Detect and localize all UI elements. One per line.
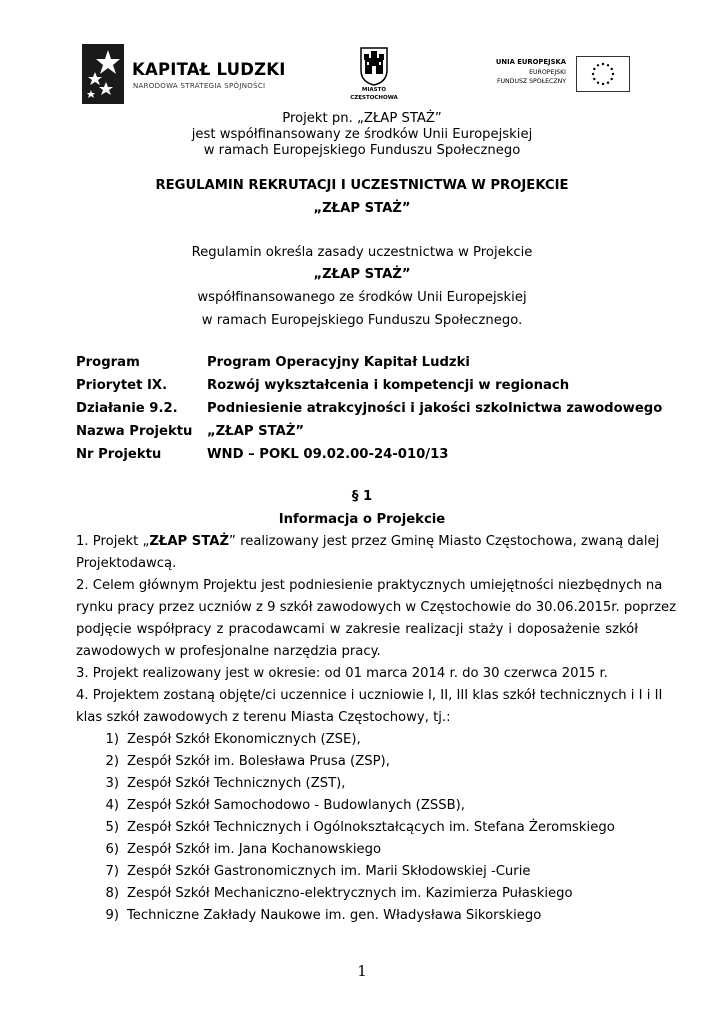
- list-item: [97, 908, 541, 923]
- header-line3: w ramach Europejskiego Funduszu Społecznego: [203, 143, 521, 158]
- school-name: Techniczne Zakłady Naukowe im. gen. Władysława Sikorskiego: [127, 908, 542, 923]
- school-name: Zespół Szkół Samochodowo - Budowlanych (ZSSB),: [127, 798, 465, 813]
- school-name: Zespół Szkół Ekonomicznych (ZSE),: [127, 732, 361, 747]
- point-1-line2: Projektodawcą.: [76, 556, 177, 571]
- section-heading: Informacja o Projekcie: [278, 512, 446, 527]
- info-value: WND – POKL 09.02.00-24-010/13: [207, 447, 449, 462]
- point-3: 3. Projekt realizowany jest w okresie: od 01 marca 2014 r. do 30 czerwca 2015 r.: [76, 666, 608, 681]
- list-number: 4): [105, 798, 119, 813]
- list-item: [97, 798, 465, 813]
- page-number: 1: [357, 962, 367, 980]
- info-label: Nazwa Projektu: [76, 424, 193, 439]
- point-1-line1: [76, 534, 660, 549]
- point-1-text: [76, 534, 659, 549]
- school-name: Zespół Szkół Mechaniczno-elektrycznych im. Kazimierza Pułaskiego: [127, 886, 573, 901]
- point-2-line2: rynku pracy przez uczniów z 9 szkół zawodowych w Częstochowie do 30.06.2015r. poprzez: [76, 600, 677, 615]
- point-2-line3: podjęcie współpracy z pracodawcami w zakresie realizacji staży i doposażenie szkół: [76, 622, 638, 637]
- list-number: 5): [105, 820, 119, 835]
- section-number: § 1: [351, 489, 373, 504]
- list-item: [97, 886, 573, 901]
- point-2-line4: zawodowych w profesjonalne narzędzia pracy.: [76, 644, 381, 659]
- info-value: Rozwój wykształcenia i kompetencji w regionach: [207, 378, 570, 393]
- info-label: Priorytet IX.: [76, 378, 168, 393]
- school-name: Zespół Szkół im. Jana Kochanowskiego: [127, 842, 382, 857]
- kapital-ludzki-title: KAPITAŁ LUDZKI: [132, 60, 286, 79]
- eu-line2: EUROPEJSKI: [529, 68, 566, 76]
- city-name-line2: CZĘSTOCHOWA: [350, 95, 398, 101]
- kapital-ludzki-logo: [82, 42, 286, 106]
- document-title: REGULAMIN REKRUTACJI I UCZESTNICTWA W PROJEKCIE: [155, 178, 569, 193]
- coat-of-arms-icon: [359, 46, 389, 86]
- info-value: „ZŁAP STAŻ”: [207, 424, 305, 439]
- list-item: [97, 776, 346, 791]
- school-name: Zespół Szkół im. Bolesława Prusa (ZSP),: [127, 754, 390, 769]
- list-item: [97, 820, 615, 835]
- school-name: Zespół Szkół Gastronomicznych im. Marii Skłodowskiej -Curie: [127, 864, 531, 879]
- info-label: Program: [76, 355, 140, 370]
- list-number: 6): [105, 842, 119, 857]
- info-label: Nr Projektu: [76, 447, 162, 462]
- point-1-pre: 1. Projekt „: [76, 534, 150, 549]
- list-number: 8): [105, 886, 119, 901]
- school-name: Zespół Szkół Technicznych i Ogólnokształcących im. Stefana Żeromskiego: [127, 820, 615, 835]
- document-title-project: „ZŁAP STAŻ”: [313, 201, 411, 216]
- info-label: Działanie 9.2.: [76, 401, 178, 416]
- point-1-bold: ZŁAP STAŻ: [149, 534, 230, 549]
- list-number: 7): [105, 864, 119, 879]
- kapital-ludzki-subtitle: NARODOWA STRATEGIA SPÓJNOŚCI: [133, 82, 266, 90]
- list-number: 1): [105, 732, 119, 747]
- eu-logo-text: [496, 58, 566, 87]
- point-4-line1: 4. Projektem zostaną objęte/ci uczennice i uczniowie I, II, III klas szkół technicznych i I i II: [76, 688, 663, 703]
- info-value: Program Operacyjny Kapitał Ludzki: [207, 355, 470, 370]
- stars-icon: [82, 44, 124, 104]
- point-1-post: ” realizowany jest przez Gminę Miasto Częstochowa, zwaną dalej: [229, 534, 660, 549]
- intro-line4: w ramach Europejskiego Funduszu Społecznego.: [201, 313, 523, 328]
- list-number: 3): [105, 776, 119, 791]
- city-name-line1: MIASTO: [361, 87, 387, 93]
- intro-line1: Regulamin określa zasady uczestnictwa w Projekcie: [191, 245, 533, 260]
- list-item: [97, 754, 390, 769]
- intro-line3: współfinansowanego ze środków Unii Europejskiej: [197, 290, 527, 305]
- header-line1: Projekt pn. „ZŁAP STAŻ”: [282, 111, 442, 126]
- point-4-line2: klas szkół zawodowych z terenu Miasta Częstochowy, tj.:: [76, 710, 451, 725]
- eu-flag-icon: [576, 56, 630, 92]
- list-item: [97, 842, 381, 857]
- eu-line3: FUNDUSZ SPOŁECZNY: [496, 78, 566, 85]
- header-line2: jest współfinansowany ze środków Unii Europejskiej: [191, 127, 533, 142]
- list-item: [97, 864, 531, 879]
- info-value: Podniesienie atrakcyjności i jakości szkolnictwa zawodowego: [207, 401, 663, 416]
- eu-logo: [480, 56, 630, 96]
- list-item: [97, 732, 361, 747]
- eu-line1: UNIA EUROPEJSKA: [495, 58, 566, 66]
- city-logo: [344, 46, 404, 110]
- list-number: 2): [105, 754, 119, 769]
- list-number: 9): [105, 908, 119, 923]
- point-2-line1: 2. Celem głównym Projektu jest podniesienie praktycznych umiejętności niezbędnych na: [76, 578, 663, 593]
- school-name: Zespół Szkół Technicznych (ZST),: [127, 776, 346, 791]
- intro-line2: „ZŁAP STAŻ”: [313, 267, 411, 282]
